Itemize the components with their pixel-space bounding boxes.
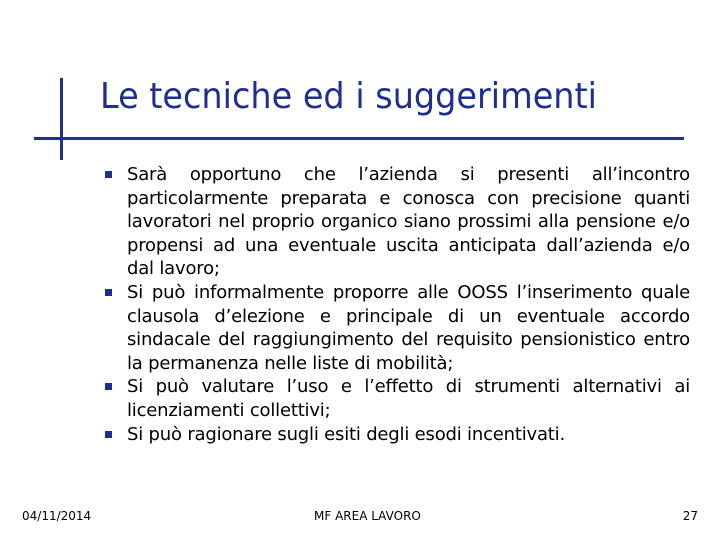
footer-center-text: MF AREA LAVORO (314, 509, 421, 523)
bullet-text-4: Si può ragionare sugli esiti degli esodi incentivati. (127, 423, 565, 445)
square-bullet-icon (105, 171, 112, 178)
bullet-item-1 (105, 163, 690, 281)
square-bullet-icon (105, 289, 112, 296)
bullet-text-3: Si può valutare l’uso e l’effetto di strumenti alternativi ai licenziamenti collettivi; (127, 376, 690, 421)
bullet-item-2 (105, 281, 690, 375)
title-horizontal-rule (34, 137, 684, 140)
footer-date: 04/11/2014 (22, 509, 92, 523)
footer-page-number: 27 (682, 509, 698, 523)
bullet-item-3 (105, 375, 690, 422)
bullet-text-1: Sarà opportuno che l’azienda si presenti all’incontro particolarmente preparata e conosca con precisione quanti lavoratori nel proprio organico siano prossimi alla pensione e/o propensi ad una eventuale uscita anticipata dall’azienda e/o dal lavoro; (127, 164, 690, 280)
bullet-text-2: Si può informalmente proporre alle OOSS l’inserimento quale clausola d’elezione e principale di un eventuale accordo sindacale del raggiungimento del requisito pensionistico entro la permanenza nelle liste di mobilità; (127, 281, 690, 374)
bullet-list (105, 163, 690, 446)
square-bullet-icon (105, 431, 112, 438)
title-vertical-rule (60, 78, 63, 160)
bullet-item-4 (105, 423, 690, 447)
square-bullet-icon (105, 383, 112, 390)
slide-title: Le tecniche ed i suggerimenti (100, 76, 597, 117)
